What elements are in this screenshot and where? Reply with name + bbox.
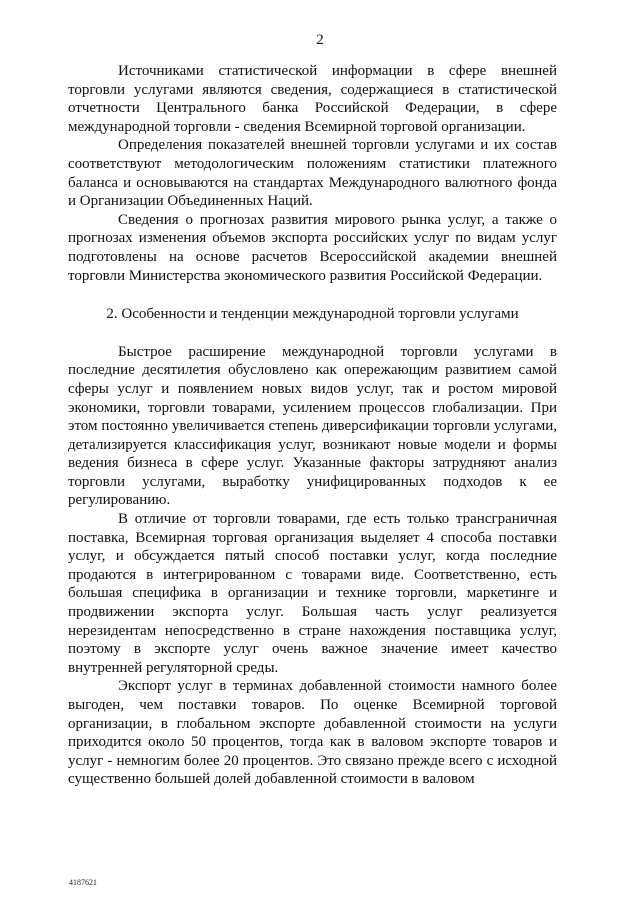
paragraph-supply-modes: В отличие от торговли товарами, где есть только трансграничная поставка, Всемирная торговая организация выделяет 4 способа поставки услуг, и обсуждается пятый способ поставки услуг, когда последние продаются в интегрированном с товарами виде. Соответственно, есть большая специфика в организации и технике торговли, маркетинге и продвижении экспорта услуг. Большая часть услуг реализуется нерезидентам непосредственно в стране нахождения поставщика услуг, поэтому в экспорте услуг очень важное значение имеет качество внутренней регуляторной среды. — [68, 511, 557, 676]
document-body — [68, 62, 557, 789]
paragraph-rapid-expansion: Быстрое расширение международной торговли услугами в последние десятилетия обусловлено как опережающим развитием самой сферы услуг и появлением новых видов услуг, так и ростом мировой экономики, торговли товарами, усилением процессов глобализации. При этом постоянно увеличивается степень диверсификации торговли услугами, детализируется классификация услуг, возникают новые модели и формы ведения бизнеса в сфере услуг. Указанные факторы затрудняют анализ торговли услугами, выработку унифицированных подходов к ее регулированию. — [68, 343, 557, 509]
paragraph-statistics-sources: Источниками статистической информации в сфере внешней торговли услугами являются сведения, содержащиеся в статистической отчетности Центрального банка Российской Федерации, в сфере международной торговли - сведения Всемирной торговой организации. — [68, 63, 557, 135]
document-code: 4187621 — [69, 878, 97, 887]
page-number: 2 — [316, 32, 324, 48]
paragraph-value-added-export: Экспорт услуг в терминах добавленной стоимости намного более выгоден, чем поставки товаров. По оценке Всемирной торговой организации, в глобальном экспорте добавленной стоимости на услуги приходится около 50 процентов, тогда как в валовом экспорте товаров и услуг - немногим более 20 процентов. Это связано прежде всего с исходной существенно большей долей добавленной стоимости в валовом — [68, 678, 557, 788]
paragraph-forecast-sources: Сведения о прогнозах развития мирового рынка услуг, а также о прогнозах изменения объемов экспорта российских услуг по видам услуг подготовлены на основе расчетов Всероссийской академии внешней торговли Министерства экономического развития Российской Федерации. — [68, 211, 557, 284]
section-heading: 2. Особенности и тенденции международной торговли услугами — [106, 306, 519, 323]
paragraph-indicator-definitions: Определения показателей внешней торговли услугами и их состав соответствуют методологическим положениям статистики платежного баланса и основываются на стандартах Международного валютного фонда и Организации Объединенных Наций. — [68, 137, 557, 210]
